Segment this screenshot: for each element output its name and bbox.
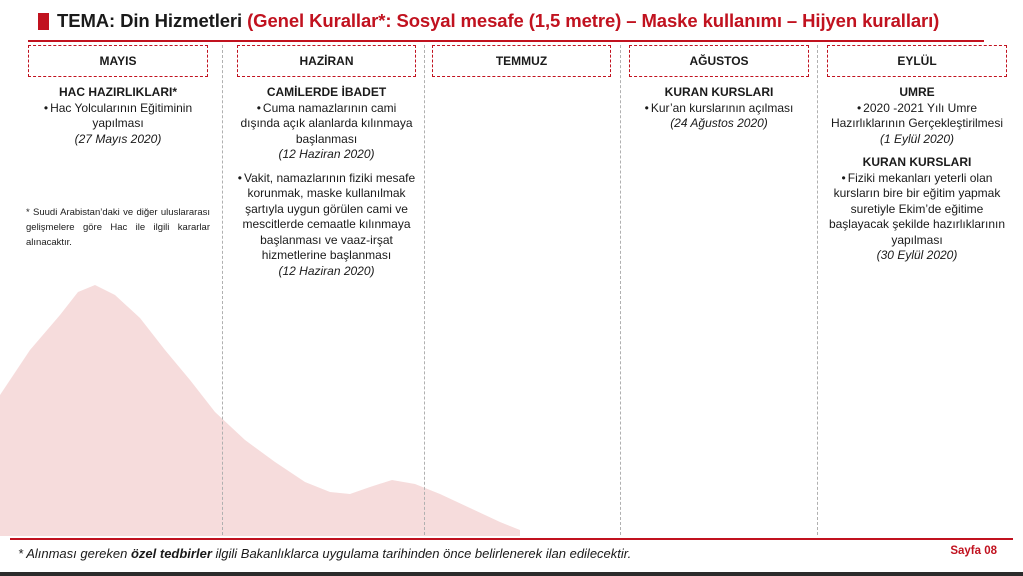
title-underline [28, 40, 984, 42]
title-main: TEMA: Din Hizmetleri [57, 10, 243, 31]
date-umre: (1 Eylül 2020) [879, 131, 955, 146]
month-header-mayis: MAYIS [28, 45, 208, 77]
column-haziran [237, 45, 416, 279]
section-title-umre: UMRE [899, 85, 935, 99]
month-header-temmuz: TEMMUZ [432, 45, 611, 77]
bullet-cuma-namazi: • Cuma namazlarının cami dışında açık alanlarda kılınmaya başlanması [237, 101, 416, 148]
column-divider [620, 45, 621, 535]
section-title-camilerde-ibadet: CAMİLERDE İBADET [266, 85, 387, 99]
date-hac: (27 Mayıs 2020) [74, 131, 162, 146]
column-divider [817, 45, 818, 535]
bullet-umre-hazirliklari: • 2020 -2021 Yılı Umre Hazırlıklarının Gerçekleştirilmesi [827, 101, 1007, 132]
column-mayis [28, 45, 208, 147]
footer-note [18, 546, 631, 561]
section-title-kuran-kurslari-eylul: KURAN KURSLARI [862, 155, 972, 169]
date-vakit-namazlari: (12 Haziran 2020) [278, 263, 375, 278]
page-number: Sayfa 08 [950, 545, 997, 557]
bottom-band [0, 572, 1023, 576]
column-divider [222, 45, 223, 535]
month-header-agustos: AĞUSTOS [629, 45, 809, 77]
footer-note-start: * Alınması gereken [18, 546, 131, 561]
bullet-hac-egitim: • Hac Yolcularının Eğitiminin yapılması [28, 101, 208, 132]
bullet-fiziki-mekanlar: • Fiziki mekanları yeterli olan kursların bire bir eğitim yapmak suretiyle Ekim’de eğitime başlayacak şekilde hazırlıklarının yapılması [827, 171, 1007, 249]
month-header-haziran: HAZİRAN [237, 45, 416, 77]
hac-footnote: * Suudi Arabistan’daki ve diğer uluslararası gelişmelere göre Hac ile ilgili kararlar alınacaktır. [26, 207, 210, 248]
column-temmuz [432, 45, 611, 77]
date-kuran-kurslari: (24 Ağustos 2020) [670, 116, 768, 130]
section-title-kuran-kurslari: KURAN KURSLARI [664, 85, 774, 99]
title-subtitle: (Genel Kurallar*: Sosyal mesafe (1,5 metre) – Maske kullanımı – Hijyen kuralları) [247, 10, 940, 31]
column-agustos [629, 45, 809, 132]
page-title [38, 10, 939, 32]
section-title-hac: HAC HAZIRLIKLARI* [59, 85, 177, 99]
bullet-kuran-kurslari-acilmasi: • Kur’an kurslarının açılması [629, 101, 809, 117]
month-header-eylul: EYLÜL [827, 45, 1007, 77]
bullet-vakit-namazlari: • Vakit, namazlarının fiziki mesafe korunmak, maske kullanılmak şartıyla uygun görülen cami ve mescitlerde cemaatle kılınmaya başlanması ve vaaz-irşat hizmetlerine başlanması [237, 171, 416, 264]
footer-note-bold: özel tedbirler [130, 546, 212, 561]
date-kuran-kurslari-eylul: (30 Eylül 2020) [876, 248, 958, 262]
footer-rule [10, 538, 1013, 540]
column-divider [424, 45, 425, 535]
footer-note-end: ilgili Bakanlıklarca uygulama tarihinden önce belirlenerek ilan edilecektir. [211, 546, 632, 561]
date-cuma-namazi: (12 Haziran 2020) [278, 147, 375, 161]
title-marker-icon [38, 13, 49, 30]
column-eylul [827, 45, 1007, 264]
